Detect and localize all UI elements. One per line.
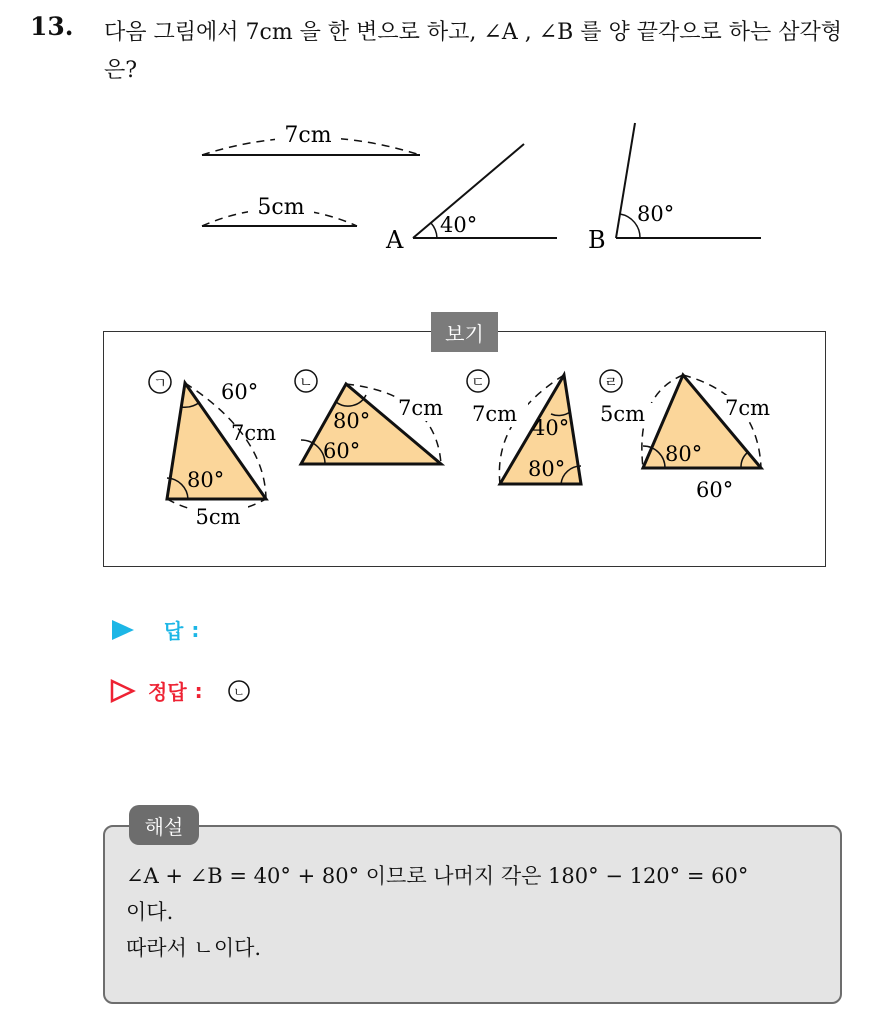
point-a-label: A: [386, 226, 404, 254]
bogi-title: 보기: [431, 312, 498, 352]
svg-text:7cm: 7cm: [398, 396, 444, 420]
correct-answer-label: 정답: [148, 680, 187, 704]
svg-text:ㄴ: ㄴ: [299, 375, 313, 391]
svg-text:7cm: 7cm: [231, 421, 277, 445]
solution-title: 해설: [129, 805, 199, 845]
solution-text: [126, 858, 826, 966]
svg-text:60°: 60°: [696, 478, 734, 502]
correct-answer-colon: :: [194, 678, 203, 703]
point-b-label: B: [588, 226, 606, 254]
play-arrow-icon: [110, 618, 136, 642]
svg-text:7cm: 7cm: [725, 396, 771, 420]
svg-text:ㄴ: ㄴ: [232, 685, 245, 700]
svg-text:60°: 60°: [323, 439, 361, 463]
segment-7-label: 7cm: [284, 123, 332, 148]
solution-line-1: ∠A + ∠B = 40° + 80° 이므로 나머지 각은 180° − 120° = 60°: [126, 864, 749, 888]
solution-line-2: 이다.: [126, 900, 174, 924]
answer-label: 답: [164, 619, 184, 643]
svg-text:80°: 80°: [187, 468, 225, 492]
answer-colon: :: [191, 617, 200, 642]
option-giyeok: [149, 371, 276, 529]
solution-line-3: 따라서 ㄴ이다.: [126, 936, 262, 960]
svg-text:5cm: 5cm: [600, 402, 646, 426]
outline-arrow-icon: [110, 679, 136, 703]
angle-b-value: 80°: [637, 202, 675, 226]
svg-text:ㄱ: ㄱ: [153, 376, 167, 392]
segment-5-label: 5cm: [257, 195, 305, 220]
svg-text:ㄹ: ㄹ: [604, 375, 618, 391]
question-text: 다음 그림에서 7cm 을 한 변으로 하고, ∠A , ∠B 를 양 끝각으로 하는 삼각형은?: [104, 20, 843, 83]
svg-text:5cm: 5cm: [195, 505, 241, 529]
svg-text:7cm: 7cm: [472, 402, 518, 426]
svg-text:60°: 60°: [221, 380, 259, 404]
correct-answer-value: [227, 678, 251, 704]
angle-a-value: 40°: [440, 213, 478, 237]
answer-row: [110, 615, 199, 644]
svg-text:80°: 80°: [665, 442, 703, 466]
option-rieul: [598, 370, 783, 502]
svg-text:ㄷ: ㄷ: [471, 375, 485, 391]
correct-answer-row: [110, 676, 251, 705]
svg-text:40°: 40°: [532, 416, 570, 440]
question-number: 13.: [30, 12, 74, 41]
option-digeut: [467, 370, 581, 484]
option-nieun: [295, 370, 455, 464]
svg-text:80°: 80°: [333, 409, 371, 433]
svg-text:80°: 80°: [528, 457, 566, 481]
